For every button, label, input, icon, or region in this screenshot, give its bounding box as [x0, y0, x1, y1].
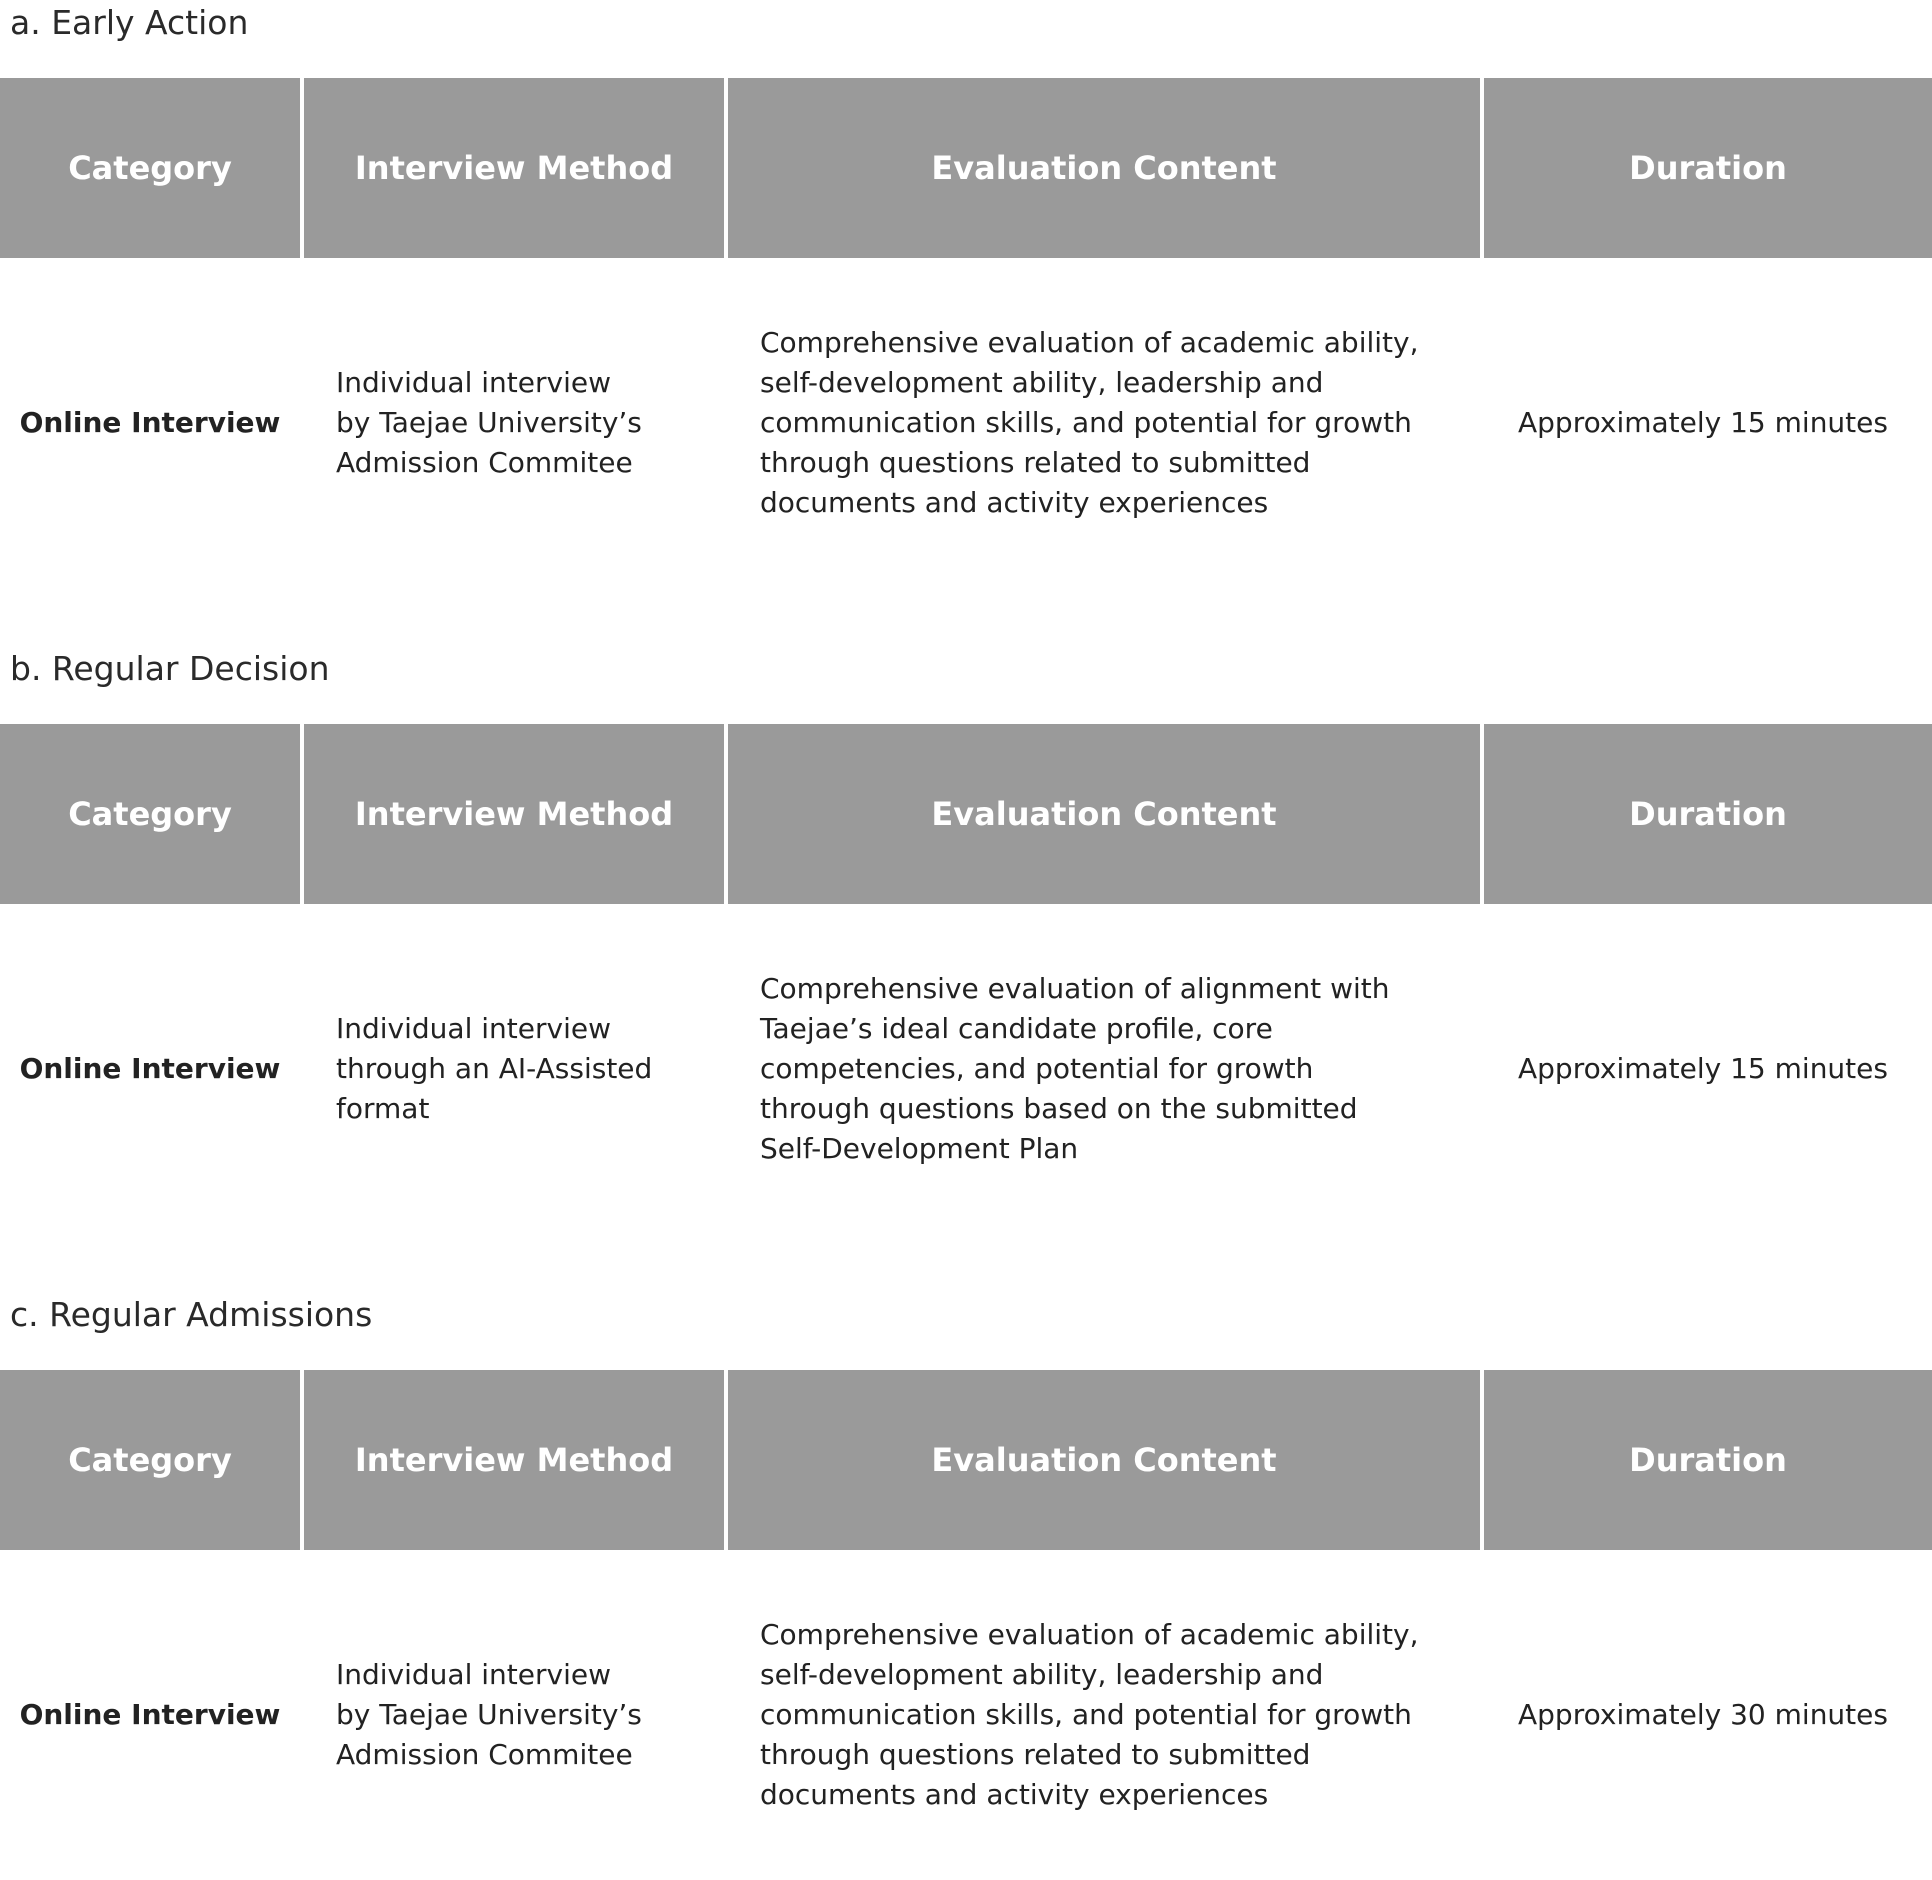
evaluation-line: Comprehensive evaluation of alignment with [760, 972, 1390, 1005]
cell-evaluation-content [728, 258, 1480, 588]
header-duration: Duration [1484, 1370, 1932, 1550]
table-header-row [0, 1370, 1932, 1550]
table-row [0, 1550, 1932, 1880]
section-title: c. Regular Admissions [10, 1295, 373, 1334]
header-interview-method: Interview Method [304, 1370, 724, 1550]
method-line: by Taejae University’s [336, 406, 642, 439]
method-line: Admission Commitee [336, 446, 633, 479]
method-line: format [336, 1092, 430, 1125]
evaluation-line: Comprehensive evaluation of academic ability, [760, 1618, 1419, 1651]
cell-interview-method [304, 258, 724, 588]
header-evaluation-content: Evaluation Content [728, 724, 1480, 904]
evaluation-line: documents and activity experiences [760, 1778, 1269, 1811]
method-line: Individual interview [336, 1012, 611, 1045]
section-title: b. Regular Decision [10, 649, 330, 688]
cell-category: Online Interview [19, 1698, 281, 1731]
evaluation-line: documents and activity experiences [760, 486, 1269, 519]
evaluation-line: competencies, and potential for growth [760, 1052, 1314, 1085]
header-category: Category [0, 78, 300, 258]
evaluation-line: communication skills, and potential for growth [760, 406, 1412, 439]
table-header-row [0, 724, 1932, 904]
header-duration: Duration [1484, 78, 1932, 258]
cell-evaluation-content [728, 1550, 1480, 1880]
evaluation-line: through questions related to submitted [760, 446, 1311, 479]
header-interview-method: Interview Method [304, 78, 724, 258]
method-line: Individual interview [336, 366, 611, 399]
table-row [0, 904, 1932, 1234]
method-line: Individual interview [336, 1658, 611, 1691]
evaluation-line: through questions related to submitted [760, 1738, 1311, 1771]
evaluation-line: self-development ability, leadership and [760, 1658, 1324, 1691]
header-category: Category [0, 724, 300, 904]
header-duration: Duration [1484, 724, 1932, 904]
method-line: through an AI-Assisted [336, 1052, 653, 1085]
cell-interview-method [304, 904, 724, 1234]
evaluation-line: Taejae’s ideal candidate profile, core [760, 1012, 1273, 1045]
evaluation-line: self-development ability, leadership and [760, 366, 1324, 399]
cell-category: Online Interview [19, 406, 281, 439]
method-line: Admission Commitee [336, 1738, 633, 1771]
header-interview-method: Interview Method [304, 724, 724, 904]
method-line: by Taejae University’s [336, 1698, 642, 1731]
evaluation-line: through questions based on the submitted [760, 1092, 1358, 1125]
cell-duration: Approximately 30 minutes [1518, 1698, 1888, 1731]
header-category: Category [0, 1370, 300, 1550]
header-evaluation-content: Evaluation Content [728, 78, 1480, 258]
cell-duration: Approximately 15 minutes [1518, 406, 1888, 439]
cell-duration: Approximately 15 minutes [1518, 1052, 1888, 1085]
cell-interview-method [304, 1550, 724, 1880]
table-row [0, 258, 1932, 588]
evaluation-line: Self-Development Plan [760, 1132, 1079, 1165]
cell-evaluation-content [728, 904, 1480, 1234]
evaluation-line: Comprehensive evaluation of academic ability, [760, 326, 1419, 359]
section-title: a. Early Action [10, 3, 249, 42]
cell-category: Online Interview [19, 1052, 281, 1085]
evaluation-line: communication skills, and potential for growth [760, 1698, 1412, 1731]
table-header-row [0, 78, 1932, 258]
header-evaluation-content: Evaluation Content [728, 1370, 1480, 1550]
